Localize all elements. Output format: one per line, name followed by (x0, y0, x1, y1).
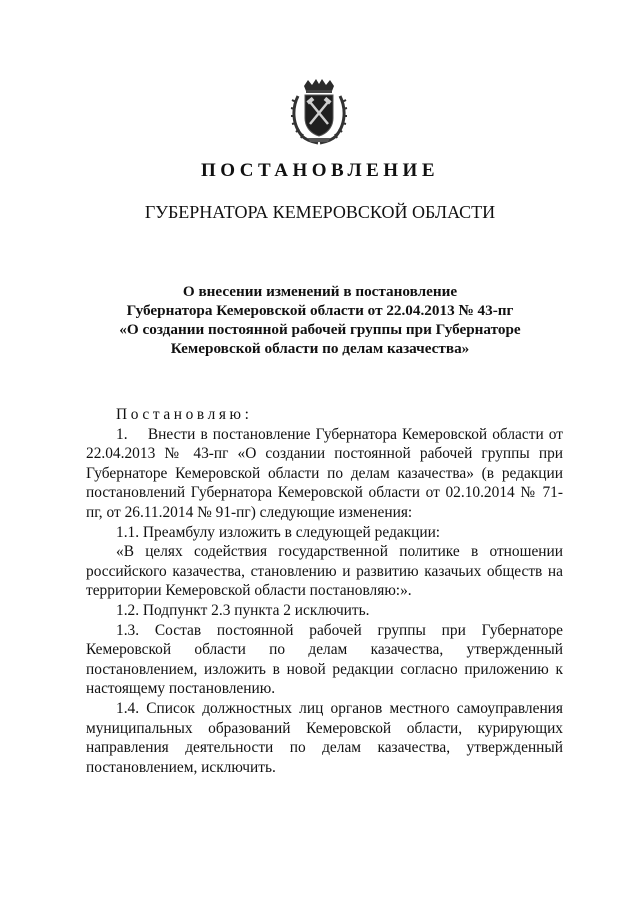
document-type-heading: ПОСТАНОВЛЕНИЕ (200, 160, 440, 181)
coat-of-arms-emblem-icon (290, 78, 348, 146)
document-body (86, 405, 567, 777)
decree-word: Постановляю: (116, 406, 253, 423)
title-line: О внесении изменений в постановление (182, 283, 458, 300)
issuer-heading: ГУБЕРНАТОРА КЕМЕРОВСКОЙ ОБЛАСТИ (144, 202, 496, 222)
paragraph-preamble-quote: «В целях содействия государственной политике в отношении российского казачества, становлению и развитию казачьих обществ на территории Кемеровской области постановляю:». (86, 543, 563, 600)
title-line: «О создании постоянной рабочей группы при Губернаторе (119, 321, 521, 338)
paragraph-1-4: 1.4. Список должностных лиц органов местного самоуправления муниципальных образований Кемеровской области, курирующих направления деятельности по делам казачества, утвержденный постановлением, исключить. (86, 699, 563, 776)
document-title (100, 282, 540, 358)
paragraph-1-1: 1.1. Преамбулу изложить в следующей редакции: (116, 523, 441, 541)
title-line: Кемеровской области по делам казачества» (170, 340, 470, 357)
paragraph-1: 1. Внести в постановление Губернатора Кемеровской области от 22.04.2013 № 43-пг «О создании постоянной рабочей группы при Губернаторе Кемеровской области по делам казачества» (в редакции постановлений Губернатора Кемеровской области от 02.10.2014 № 71-пг, от 26.11.2014 № 91-пг) следующие изменения: (86, 425, 567, 521)
paragraph-1-2: 1.2. Подпункт 2.3 пункта 2 исключить. (116, 601, 370, 619)
title-line: Губернатора Кемеровской области от 22.04.2013 № 43-пг (126, 302, 514, 319)
paragraph-1-3: 1.3. Состав постоянной рабочей группы при Губернаторе Кемеровской области по делам казачества, утвержденный постановлением, изложить в новой редакции согласно приложению к настоящему постановлению. (86, 621, 563, 698)
